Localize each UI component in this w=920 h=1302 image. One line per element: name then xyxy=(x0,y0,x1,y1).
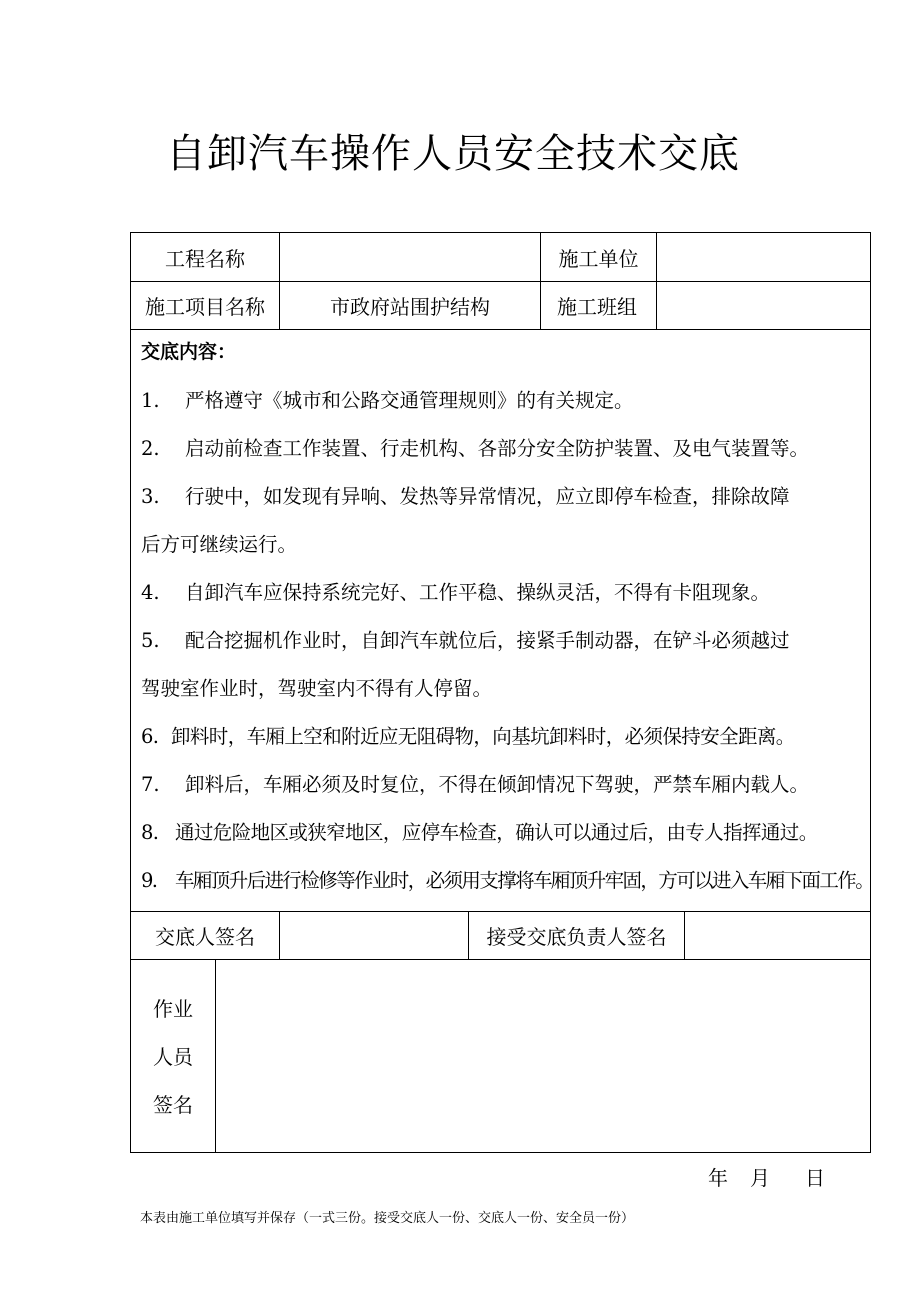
team-field[interactable] xyxy=(657,282,870,329)
item-number: 9. xyxy=(141,869,157,892)
list-item xyxy=(141,569,865,617)
item-number: 2. xyxy=(141,437,160,460)
disclosure-content xyxy=(141,329,874,905)
list-item xyxy=(141,857,874,905)
item-number: 3. xyxy=(141,485,160,508)
date-year: 年 xyxy=(708,1166,728,1190)
item-number: 1. xyxy=(141,389,160,412)
team-label: 施工班组 xyxy=(557,295,637,319)
item-name-field[interactable]: 市政府站围护结构 xyxy=(330,295,490,319)
list-item xyxy=(141,473,865,521)
list-item xyxy=(141,809,865,857)
list-item xyxy=(141,377,865,425)
content-heading: 交底内容： xyxy=(141,341,237,363)
construction-unit-label: 施工单位 xyxy=(558,246,639,271)
receiver-sign-label: 接受交底负责人签名 xyxy=(486,925,667,949)
item-text: 通过危险地区或狭窄地区，应停车检查，确认可以通过后，由专人指挥通过。 xyxy=(175,821,818,844)
worker-sign-label-line: 作业 xyxy=(153,996,193,1021)
project-name-label: 工程名称 xyxy=(165,246,245,271)
date-month: 月 xyxy=(750,1166,770,1190)
item-name-label: 施工项目名称 xyxy=(145,295,265,319)
page-title: 自卸汽车操作人员安全技术交底 xyxy=(166,131,740,177)
discloser-sign-field[interactable] xyxy=(280,912,468,959)
item-text: 配合挖掘机作业时，自卸汽车就位后，接紧手制动器，在铲斗必须越过 xyxy=(185,629,790,652)
item-text: 卸料时，车厢上空和附近应无阻碍物，向基坑卸料时，必须保持安全距离。 xyxy=(171,725,795,748)
list-item xyxy=(141,617,865,665)
list-item xyxy=(141,713,865,761)
date-day: 日 xyxy=(805,1166,825,1190)
worker-sign-field[interactable] xyxy=(216,960,870,1153)
receiver-sign-field[interactable] xyxy=(685,912,870,959)
disclosure-form-table xyxy=(130,232,874,1153)
item-number: 5. xyxy=(141,629,160,652)
list-item xyxy=(141,761,865,809)
construction-unit-field[interactable] xyxy=(657,233,870,281)
worker-sign-label xyxy=(131,960,215,1153)
item-text: 启动前检查工作装置、行走机构、各部分安全防护装置、及电气装置等。 xyxy=(185,437,810,460)
item-number: 8. xyxy=(141,821,159,844)
list-item-continuation: 后方可继续运行。 xyxy=(141,533,298,556)
item-number: 4. xyxy=(141,581,160,604)
item-number: 6. xyxy=(141,725,159,748)
list-item-continuation: 驾驶室作业时，驾驶室内不得有人停留。 xyxy=(141,677,493,700)
item-text: 卸料后，车厢必须及时复位，不得在倾卸情况下驾驶，严禁车厢内载人。 xyxy=(185,773,810,796)
item-text: 行驶中，如发现有异响、发热等异常情况，应立即停车检查，排除故障 xyxy=(185,485,790,508)
project-name-field[interactable] xyxy=(280,233,540,281)
worker-sign-label-line: 人员 xyxy=(153,1044,193,1069)
discloser-sign-label: 交底人签名 xyxy=(155,925,255,949)
item-number: 7. xyxy=(141,773,160,796)
worker-sign-label-line: 签名 xyxy=(153,1092,193,1117)
item-text: 严格遵守《城市和公路交通管理规则》的有关规定。 xyxy=(185,389,634,412)
item-text: 自卸汽车应保持系统完好、工作平稳、操纵灵活，不得有卡阻现象。 xyxy=(185,581,771,604)
footnote: 本表由施工单位填写并保存（一式三份。接受交底人一份、交底人一份、安全员一份） xyxy=(140,1211,635,1226)
list-item xyxy=(141,425,865,473)
item-text: 车厢顶升后进行检修等作业时，必须用支撑将车厢顶升牢固，方可以进入车厢下面工作。 xyxy=(175,869,874,892)
